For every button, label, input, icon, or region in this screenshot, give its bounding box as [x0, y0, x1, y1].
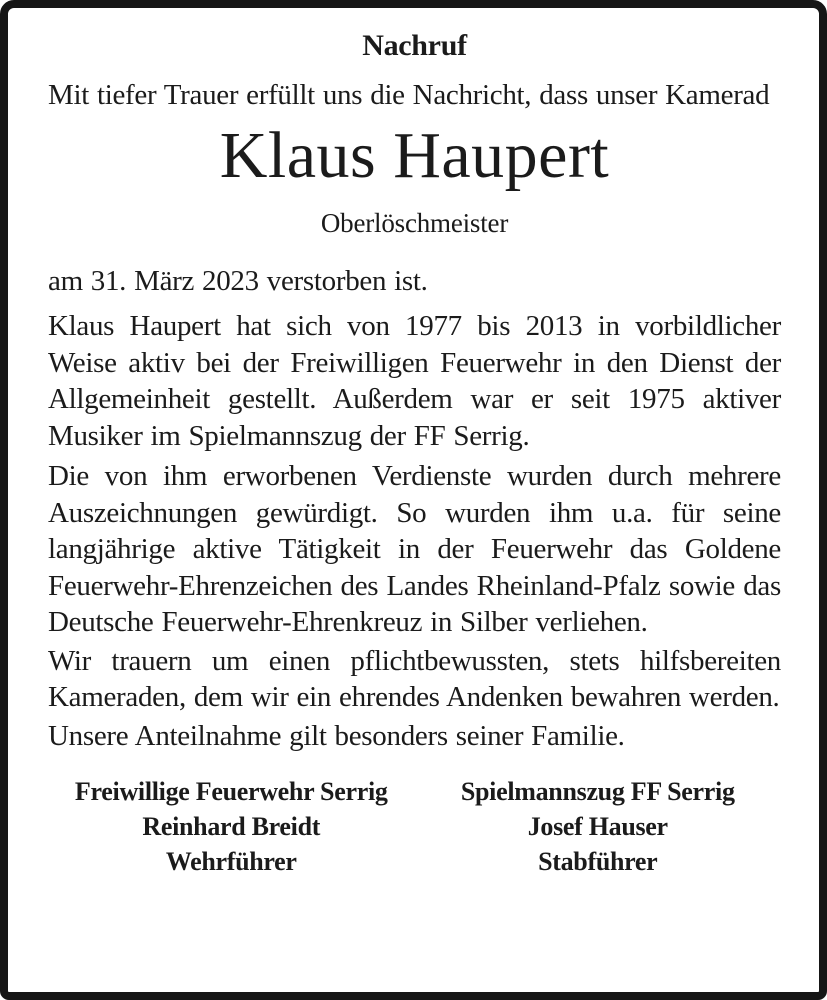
paragraph-mourning: Wir trauern um einen pflichtbewussten, stets hilfsbereiten Kameraden, dem wir ein ehrendes Andenken bewahren werden. — [48, 644, 781, 713]
paragraph-honors: Die von ihm erworbenen Verdienste wurden durch mehrere Auszeichnungen gewürdigt. So wurden ihm u.a. für seine langjährige aktive Tätigkeit in der Feuerwehr das Goldene Feuerwehr-Ehrenzeichen des Landes Rheinland-Pfalz sowie das Deutsche Feuerwehr-Ehrenkreuz in Silber verliehen. — [48, 460, 781, 638]
signature-feuerwehr — [48, 774, 415, 879]
intro-text: Mit tiefer Trauer erfüllt uns die Nachricht, dass unser Kamerad — [48, 79, 770, 111]
signature-organization: Spielmannszug FF Serrig — [460, 777, 735, 806]
signature-block — [48, 774, 781, 879]
death-date-line: am 31. März 2023 verstorben ist. — [48, 264, 428, 297]
signature-role: Stabführer — [538, 847, 658, 876]
signature-organization: Freiwillige Feuerwehr Serrig — [74, 777, 388, 806]
deceased-name: Klaus Haupert — [219, 118, 610, 192]
paragraph-condolence: Unsere Anteilnahme gilt besonders seiner Familie. — [48, 719, 625, 752]
notice-title: Nachruf — [362, 29, 467, 62]
deceased-rank: Oberlöschmeister — [320, 207, 509, 238]
signature-spielmannszug — [415, 774, 782, 879]
paragraph-service-history: Klaus Haupert hat sich von 1977 bis 2013 in vorbildlicher Weise aktiv bei der Freiwilligen Feuerwehr in den Dienst der Allgemeinheit gestellt. Außerdem war er seit 1975 aktiver Musiker im Spielmannszug der FF Serrig. — [48, 310, 781, 452]
signature-person-name: Josef Hauser — [527, 812, 668, 841]
signature-role: Wehrführer — [165, 847, 297, 876]
signature-person-name: Reinhard Breidt — [142, 812, 321, 841]
